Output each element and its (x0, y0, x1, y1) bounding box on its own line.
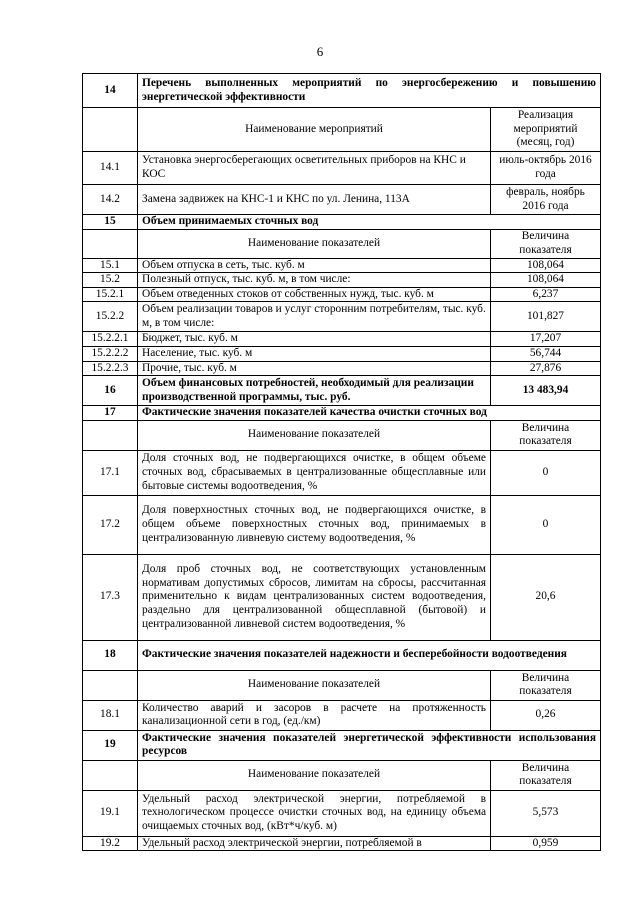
row-value: февраль, ноябрь 2016 года (491, 185, 601, 215)
table-row (83, 287, 601, 302)
section-title: Перечень выполненных мероприятий по энергосбережению и повышению энергетической эффективности (138, 74, 601, 108)
table-row (83, 450, 601, 495)
row-name: Замена задвижек на КНС-1 и КНС по ул. Ленина, 113А (138, 185, 491, 215)
section-number: 19 (83, 730, 138, 760)
row-number: 14.2 (83, 185, 138, 215)
column-header-value: Величина показателя (491, 670, 601, 700)
table-row (83, 302, 601, 332)
row-value: 56,744 (491, 346, 601, 361)
row-name: Объем реализации товаров и услуг сторонним потребителям, тыс. куб. м, в том числе: (138, 302, 491, 332)
section-header (83, 730, 601, 760)
column-header-row (83, 670, 601, 700)
row-number: 15.2.2.1 (83, 332, 138, 347)
row-value: 0 (491, 450, 601, 495)
section-number: 14 (83, 74, 138, 108)
row-number: 15.2.2.2 (83, 346, 138, 361)
section-title: Объем финансовых потребностей, необходимый для реализации производственной программы, тыс. руб. (138, 376, 491, 406)
row-name: Доля проб сточных вод, не соответствующих установленным нормативам допустимых сбросов, лимитам на сбросы, рассчитанная применительно к видам централизованных систем водоотведения, раздельно для централизованной общесплавной (бытовой) и централизованной ливневой систем водоотведения, % (138, 554, 491, 640)
section-header (83, 74, 601, 108)
row-value: 17,207 (491, 332, 601, 347)
row-value: 6,237 (491, 287, 601, 302)
column-header-name: Наименование показателей (138, 420, 491, 450)
column-header-name: Наименование показателей (138, 670, 491, 700)
row-name: Доля поверхностных сточных вод, не подвергающихся очистке, в общем объеме поверхностных сточных вод, принимаемых в централизованную ливневую систему водоотведения, % (138, 495, 491, 554)
row-name: Полезный отпуск, тыс. куб. м, в том числе: (138, 273, 491, 288)
row-number: 15.2.2.3 (83, 361, 138, 376)
row-number: 15.1 (83, 258, 138, 273)
column-header-row (83, 760, 601, 790)
row-number: 18.1 (83, 700, 138, 730)
table-row (83, 790, 601, 836)
table-row (83, 836, 601, 851)
row-name: Объем отведенных стоков от собственных нужд, тыс. куб. м (138, 287, 491, 302)
row-number: 14.1 (83, 152, 138, 185)
row-value: 27,876 (491, 361, 601, 376)
row-name: Прочие, тыс. куб. м (138, 361, 491, 376)
column-header-name: Наименование мероприятий (138, 108, 491, 152)
table-row (83, 185, 601, 215)
row-value: 20,6 (491, 554, 601, 640)
row-value: 108,064 (491, 273, 601, 288)
row-value: 108,064 (491, 258, 601, 273)
row-name: Бюджет, тыс. куб. м (138, 332, 491, 347)
column-header-row (83, 420, 601, 450)
row-value: 0 (491, 495, 601, 554)
row-number: 19.1 (83, 790, 138, 836)
table-row (83, 361, 601, 376)
page-number: 6 (316, 44, 324, 59)
section-title: Фактические значения показателей качества очистки сточных вод (138, 406, 601, 421)
column-header-row (83, 108, 601, 152)
row-number: 17.2 (83, 495, 138, 554)
column-header-name: Наименование показателей (138, 229, 491, 258)
table-row (83, 152, 601, 185)
column-header-value: Величина показателя (491, 760, 601, 790)
section-header (83, 406, 601, 421)
section-header (83, 215, 601, 230)
table-row (83, 332, 601, 347)
row-name: Количество аварий и засоров в расчете на протяженность канализационной сети в год, (ед./км) (138, 700, 491, 730)
row-name: Объем отпуска в сеть, тыс. куб. м (138, 258, 491, 273)
table-row (83, 700, 601, 730)
column-header-value: Величина показателя (491, 229, 601, 258)
row-name: Удельный расход электрической энергии, потребляемой в технологическом процессе очистки сточных вод, на единицу объема очищаемых сточных вод, (кВт*ч/куб. м) (138, 790, 491, 836)
table-row (83, 273, 601, 288)
column-header-value: Реализация мероприятий (месяц, год) (491, 108, 601, 152)
row-number: 15.2 (83, 273, 138, 288)
section-number: 17 (83, 406, 138, 421)
column-header-value: Величина показателя (491, 420, 601, 450)
section-header (83, 640, 601, 670)
table-row (83, 495, 601, 554)
row-name: Удельный расход электрической энергии, потребляемой в (138, 836, 491, 851)
row-value: июль-октябрь 2016 года (491, 152, 601, 185)
row-value: 0,959 (491, 836, 601, 851)
row-name: Население, тыс. куб. м (138, 346, 491, 361)
column-header-row (83, 229, 601, 258)
section-header (83, 376, 601, 406)
section-title: Фактические значения показателей надежности и бесперебойности водоотведения (138, 640, 601, 670)
table-row (83, 554, 601, 640)
section-number: 15 (83, 215, 138, 230)
row-number: 15.2.1 (83, 287, 138, 302)
row-number: 15.2.2 (83, 302, 138, 332)
column-header-name: Наименование показателей (138, 760, 491, 790)
row-value: 5,573 (491, 790, 601, 836)
section-value: 13 483,94 (491, 376, 601, 406)
section-number: 18 (83, 640, 138, 670)
row-name: Установка энергосберегающих осветительных приборов на КНС и КОС (138, 152, 491, 185)
table-row (83, 258, 601, 273)
row-number: 17.1 (83, 450, 138, 495)
row-number: 17.3 (83, 554, 138, 640)
row-number: 19.2 (83, 836, 138, 851)
row-value: 101,827 (491, 302, 601, 332)
section-number: 16 (83, 376, 138, 406)
section-title: Фактические значения показателей энергетической эффективности использования ресурсов (138, 730, 601, 760)
row-name: Доля сточных вод, не подвергающихся очистке, в общем объеме сточных вод, сбрасываемых в централизованные общесплавные или бытовые системы водоотведения, % (138, 450, 491, 495)
production-program-table (82, 73, 601, 851)
section-title: Объем принимаемых сточных вод (138, 215, 601, 230)
table-row (83, 346, 601, 361)
row-value: 0,26 (491, 700, 601, 730)
